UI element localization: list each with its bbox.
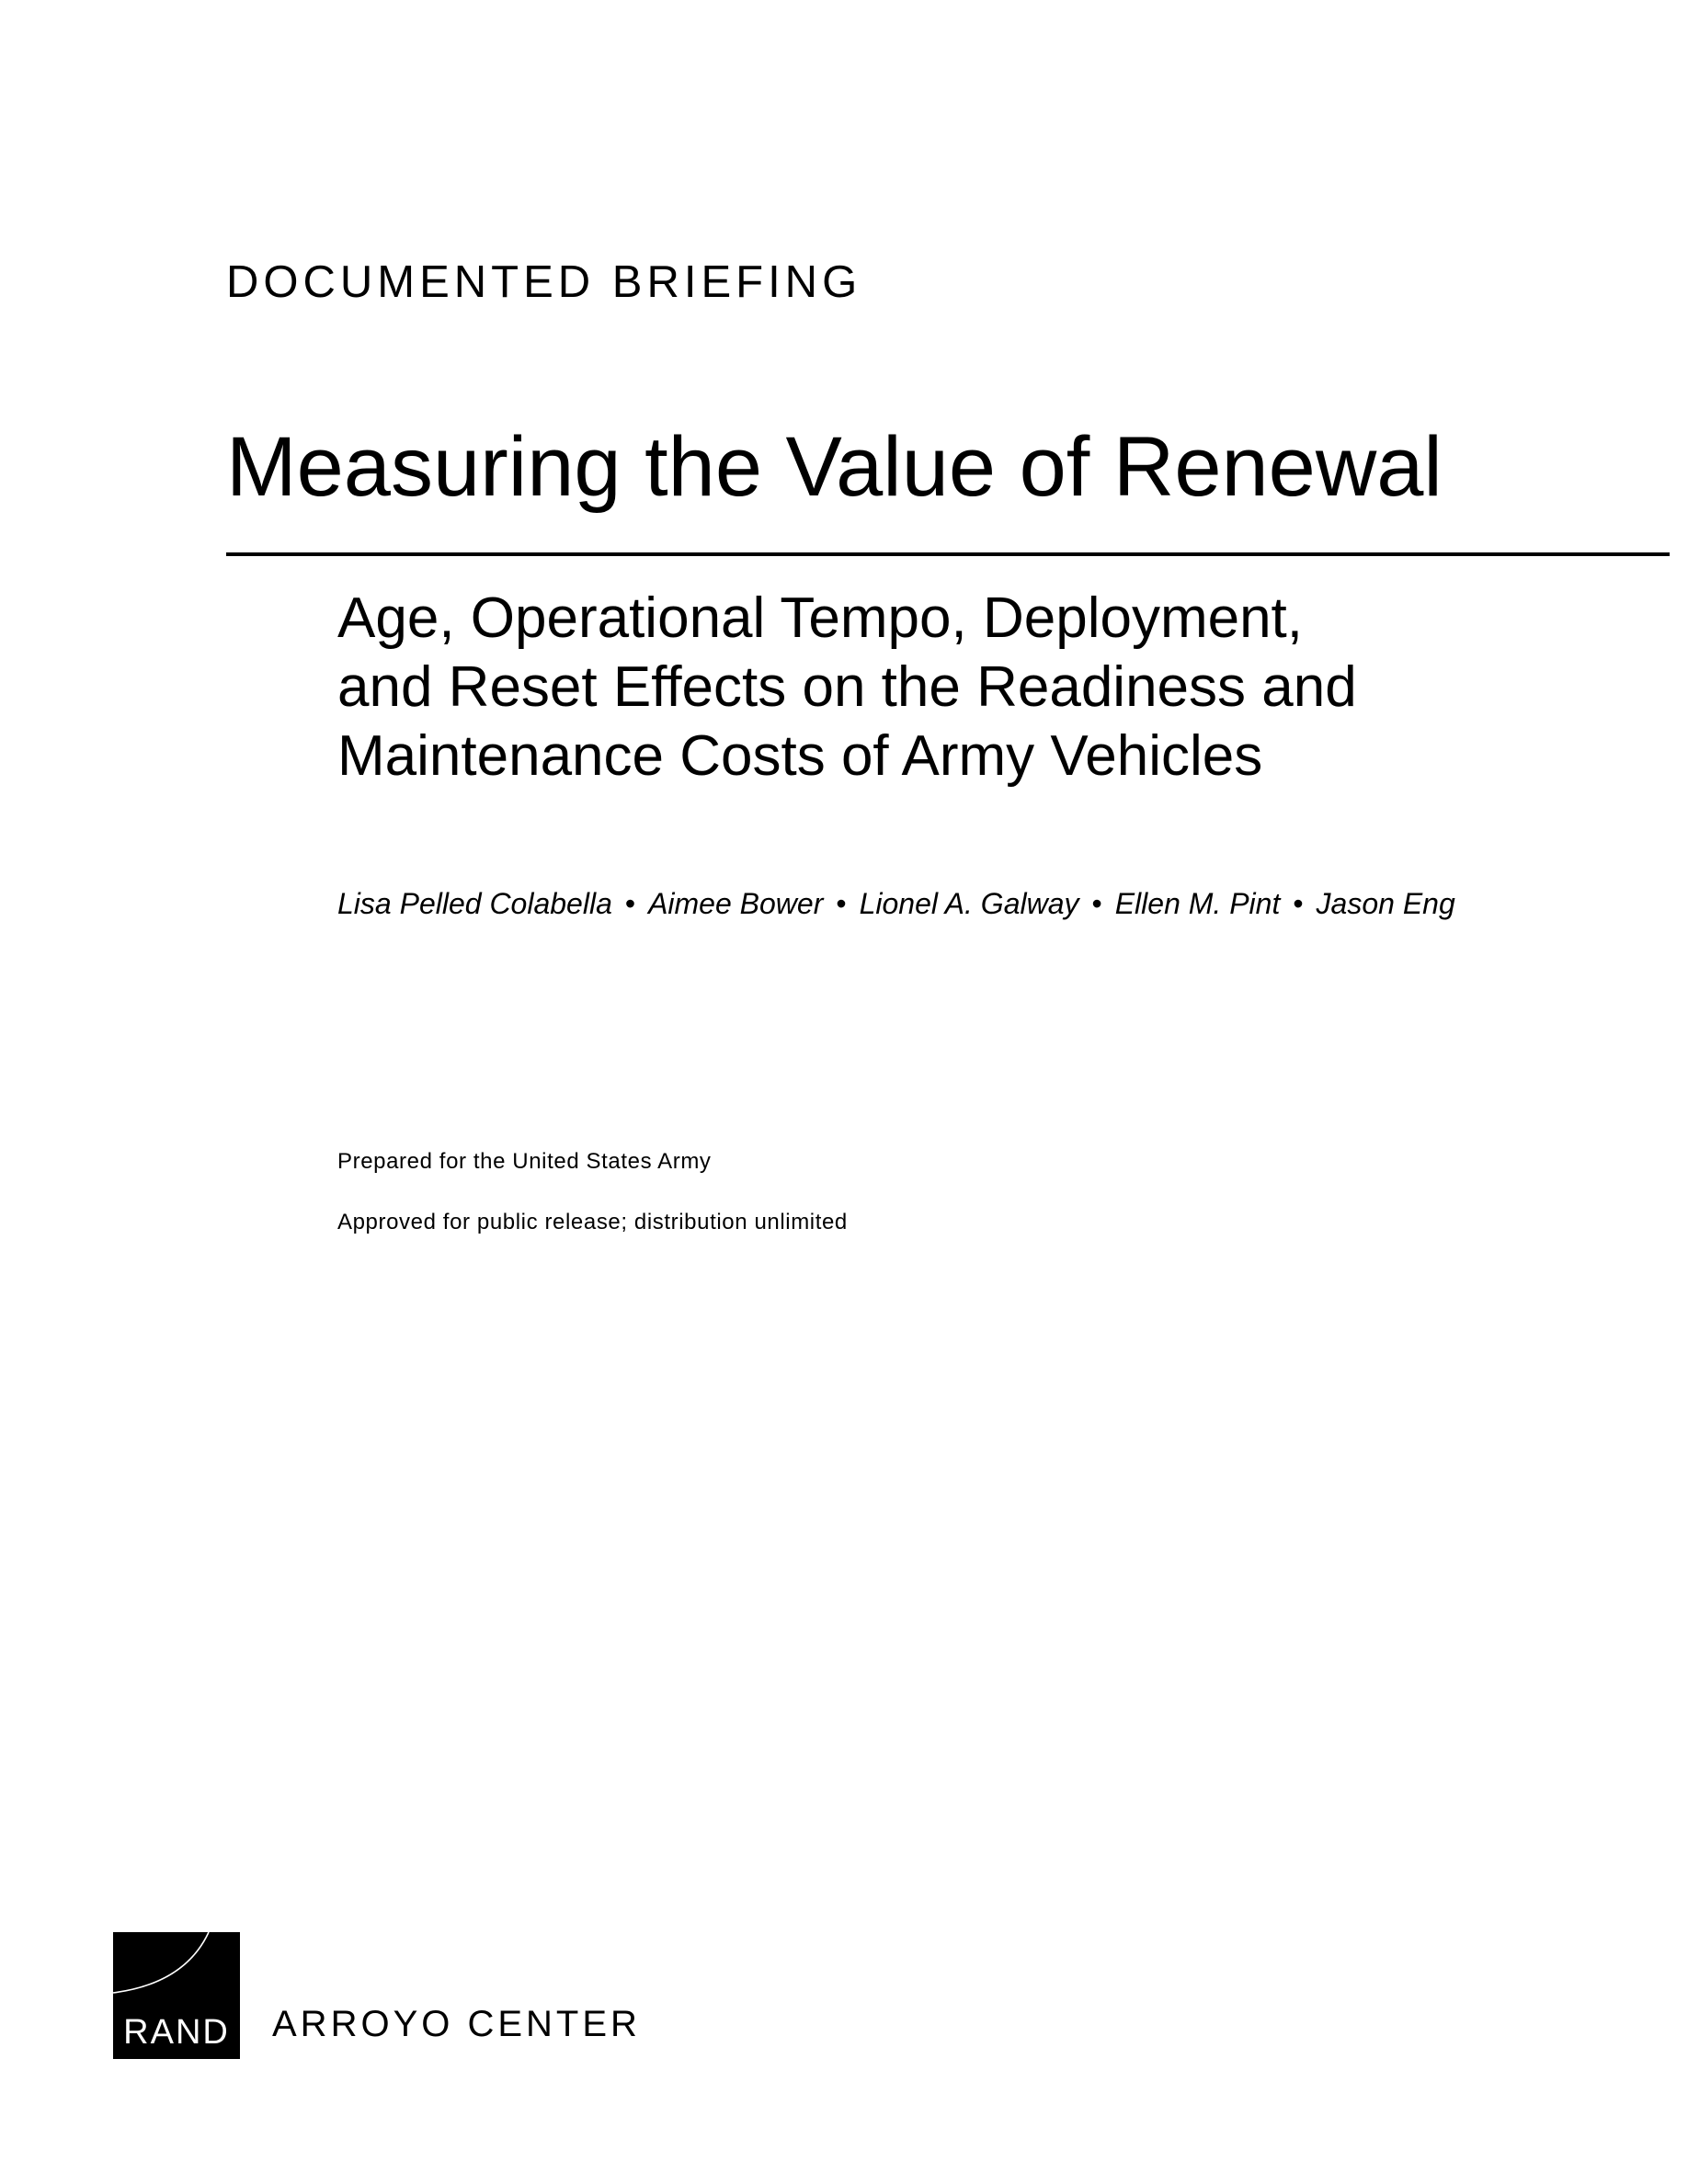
author-name: Jason Eng (1316, 887, 1455, 920)
author-separator: • (1293, 887, 1304, 920)
title-divider (226, 552, 1670, 556)
author-name: Aimee Bower (648, 887, 824, 920)
arroyo-center-name: ARROYO CENTER (272, 2004, 641, 2044)
subtitle-line-1: Age, Operational Tempo, Deployment, (337, 586, 1304, 650)
author-separator: • (1091, 887, 1102, 920)
subtitle-line-3: Maintenance Costs of Army Vehicles (337, 724, 1263, 788)
report-subtitle (337, 584, 1533, 791)
author-name: Lisa Pelled Colabella (337, 887, 612, 920)
author-name: Ellen M. Pint (1114, 887, 1281, 920)
author-separator: • (624, 887, 636, 920)
author-name: Lionel A. Galway (859, 887, 1079, 920)
report-title: Measuring the Value of Renewal (226, 420, 1443, 514)
rand-logo-text: RAND (123, 2013, 230, 2052)
author-separator: • (836, 887, 847, 920)
subtitle-line-2: and Reset Effects on the Readiness and (337, 655, 1357, 719)
prepared-for-note: Prepared for the United States Army (337, 1149, 712, 1174)
author-list (337, 886, 1455, 921)
series-label: DOCUMENTED BRIEFING (226, 257, 862, 307)
release-note: Approved for public release; distribution unlimited (337, 1210, 848, 1234)
rand-logo (113, 1932, 240, 2059)
